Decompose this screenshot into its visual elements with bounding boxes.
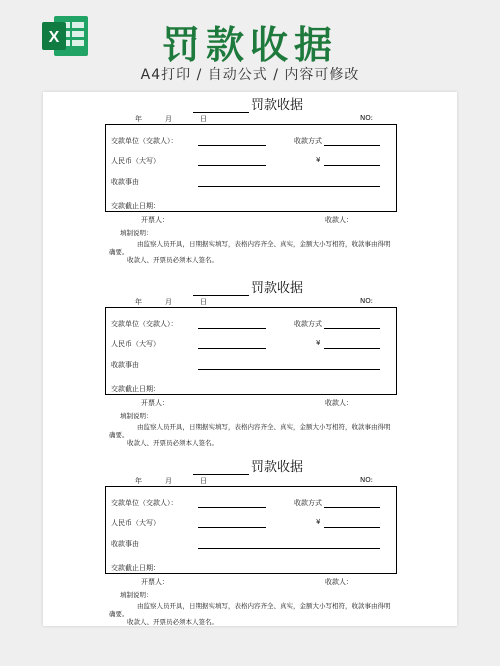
page-subtitle: A4打印 / 自动公式 / 内容可修改 [140,67,360,83]
note-line-2: 确要。 [109,610,129,618]
amount-field[interactable] [324,348,380,349]
payer-field[interactable] [198,145,266,146]
note-line-3: 收款人、开票员必须本人签名。 [127,439,218,447]
year-label: 年 [135,298,142,306]
reason-label: 收款事由 [111,540,139,548]
receipt-sheet [43,92,457,626]
payer-label: 交款单位（交款人）： [111,499,178,507]
method-label: 收款方式 [294,320,322,328]
reason-field[interactable] [198,369,380,370]
reason-field[interactable] [198,548,380,549]
deadline-label: 交款截止日期： [111,202,160,210]
receiver-label: 收款人： [325,399,353,407]
issuer-label: 开票人： [141,216,169,224]
month-label: 月 [165,298,172,306]
note-line-2: 确要。 [109,431,129,439]
issuer-label: 开票人： [141,578,169,586]
rmb-field[interactable] [198,165,266,166]
amount-field[interactable] [324,527,380,528]
method-field[interactable] [324,145,380,146]
form-title: 罚款收据 [193,94,303,113]
note-line-1: 由监察人员开具，日期据实填写，表格内容齐全、真实，金额大小写相符，收款事由得明 [137,423,391,431]
receipt-form [43,277,457,455]
payer-label: 交款单位（交款人）： [111,320,178,328]
yen-label: ¥ [316,156,321,164]
svg-text:X: X [48,29,60,46]
month-label: 月 [165,477,172,485]
deadline-label: 交款截止日期： [111,564,160,572]
receipt-box [105,486,397,574]
method-field[interactable] [324,507,380,508]
note-line-1: 由监察人员开具，日期据实填写，表格内容齐全、真实，金额大小写相符，收款事由得明 [137,240,391,248]
year-label: 年 [135,477,142,485]
note-line-3: 收款人、开票员必须本人签名。 [127,618,218,626]
issuer-label: 开票人： [141,399,169,407]
payer-label: 交款单位（交款人）： [111,137,178,145]
note-line-3: 收款人、开票员必须本人签名。 [127,256,218,264]
year-label: 年 [135,115,142,123]
method-label: 收款方式 [294,499,322,507]
page-title: 罚款收据 [161,23,338,67]
form-title: 罚款收据 [193,456,303,475]
reason-label: 收款事由 [111,178,139,186]
rmb-field[interactable] [198,348,266,349]
payer-field[interactable] [198,507,266,508]
amount-field[interactable] [324,165,380,166]
rmb-field[interactable] [198,527,266,528]
receiver-label: 收款人： [325,216,353,224]
notes-label: 填制说明： [120,412,153,420]
rmb-label: 人民币（大写） [111,519,160,527]
title-blank-line[interactable] [193,283,249,296]
method-label: 收款方式 [294,137,322,145]
month-label: 月 [165,115,172,123]
reason-field[interactable] [198,186,380,187]
reason-label: 收款事由 [111,361,139,369]
deadline-label: 交款截止日期： [111,385,160,393]
number-label: NO: [360,297,373,305]
method-field[interactable] [324,328,380,329]
receiver-label: 收款人： [325,578,353,586]
notes-label: 填制说明： [120,591,153,599]
yen-label: ¥ [316,518,321,526]
rmb-label: 人民币（大写） [111,157,160,165]
receipt-form [43,94,457,272]
rmb-label: 人民币（大写） [111,340,160,348]
payer-field[interactable] [198,328,266,329]
number-label: NO: [360,114,373,122]
note-line-2: 确要。 [109,248,129,256]
day-label: 日 [200,115,207,123]
page-header [0,0,500,92]
receipt-form [43,456,457,634]
title-blank-line[interactable] [193,100,249,113]
title-blank-line[interactable] [193,462,249,475]
number-label: NO: [360,476,373,484]
notes-label: 填制说明： [120,229,153,237]
yen-label: ¥ [316,339,321,347]
form-title: 罚款收据 [193,277,303,296]
note-line-1: 由监察人员开具，日期据实填写，表格内容齐全、真实，金额大小写相符，收款事由得明 [137,602,391,610]
day-label: 日 [200,477,207,485]
day-label: 日 [200,298,207,306]
receipt-box [105,124,397,212]
receipt-box [105,307,397,395]
